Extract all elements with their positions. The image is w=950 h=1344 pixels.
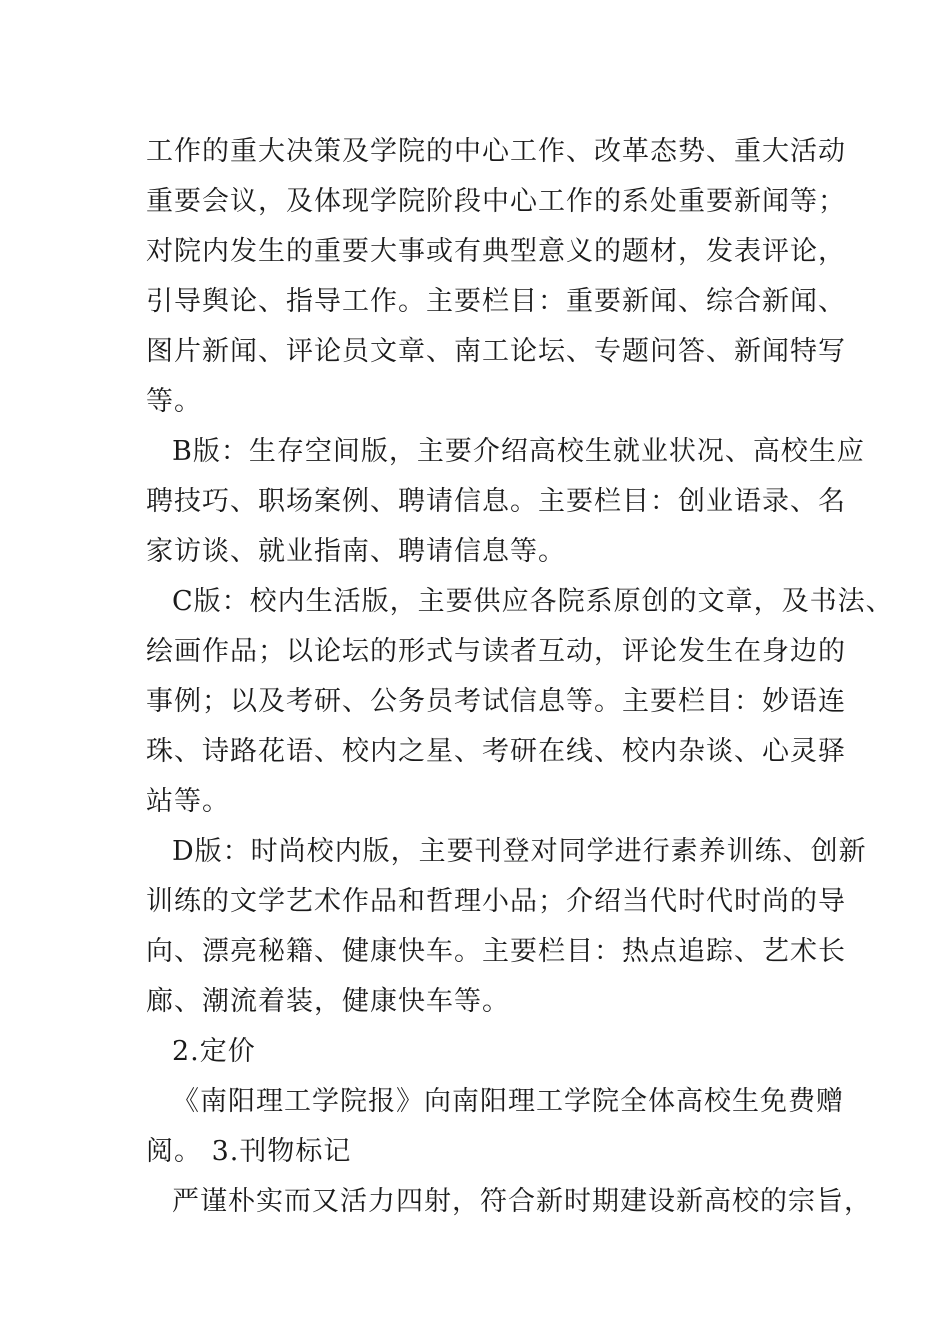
paragraph-masthead: 严谨朴实而又活力四射，符合新时期建设新高校的宗旨， xyxy=(172,1186,872,1217)
section-heading-pricing: 2.定价 xyxy=(172,1036,256,1067)
text-line: 阅。 3.刊物标记 xyxy=(146,1136,352,1167)
text-line: 对院内发生的重要大事或有典型意义的题材，发表评论， xyxy=(146,236,846,267)
text-line: 廊、潮流着装，健康快车等。 xyxy=(146,986,510,1017)
text-line: 等。 xyxy=(146,386,202,417)
text-line: 绘画作品；以论坛的形式与读者互动，评论发生在身边的 xyxy=(146,636,846,667)
paragraph-d-edition: D版：时尚校内版，主要刊登对同学进行素养训练、创新 xyxy=(172,836,867,867)
text-line: 珠、诗路花语、校内之星、考研在线、校内杂谈、心灵驿 xyxy=(146,736,846,767)
text-line: 重要会议，及体现学院阶段中心工作的系处重要新闻等； xyxy=(146,186,846,217)
paragraph-pricing: 《南阳理工学院报》向南阳理工学院全体高校生免费赠 xyxy=(172,1086,844,1117)
text-line: 家访谈、就业指南、聘请信息等。 xyxy=(146,536,566,567)
text-line: 站等。 xyxy=(146,786,230,817)
text-line: 图片新闻、评论员文章、南工论坛、专题问答、新闻特写 xyxy=(146,336,846,367)
text-line: 引导舆论、指导工作。主要栏目：重要新闻、综合新闻、 xyxy=(146,286,846,317)
text-line: 工作的重大决策及学院的中心工作、改革态势、重大活动 xyxy=(146,136,846,167)
paragraph-c-edition: C版：校内生活版，主要供应各院系原创的文章，及书法、 xyxy=(172,586,894,617)
text-line: 向、漂亮秘籍、健康快车。主要栏目：热点追踪、艺术长 xyxy=(146,936,846,967)
text-line: 聘技巧、职场案例、聘请信息。主要栏目：创业语录、名 xyxy=(146,486,846,517)
text-line: 事例；以及考研、公务员考试信息等。主要栏目：妙语连 xyxy=(146,686,846,717)
paragraph-b-edition: B版：生存空间版，主要介绍高校生就业状况、高校生应 xyxy=(172,436,865,467)
text-line: 训练的文学艺术作品和哲理小品；介绍当代时代时尚的导 xyxy=(146,886,846,917)
